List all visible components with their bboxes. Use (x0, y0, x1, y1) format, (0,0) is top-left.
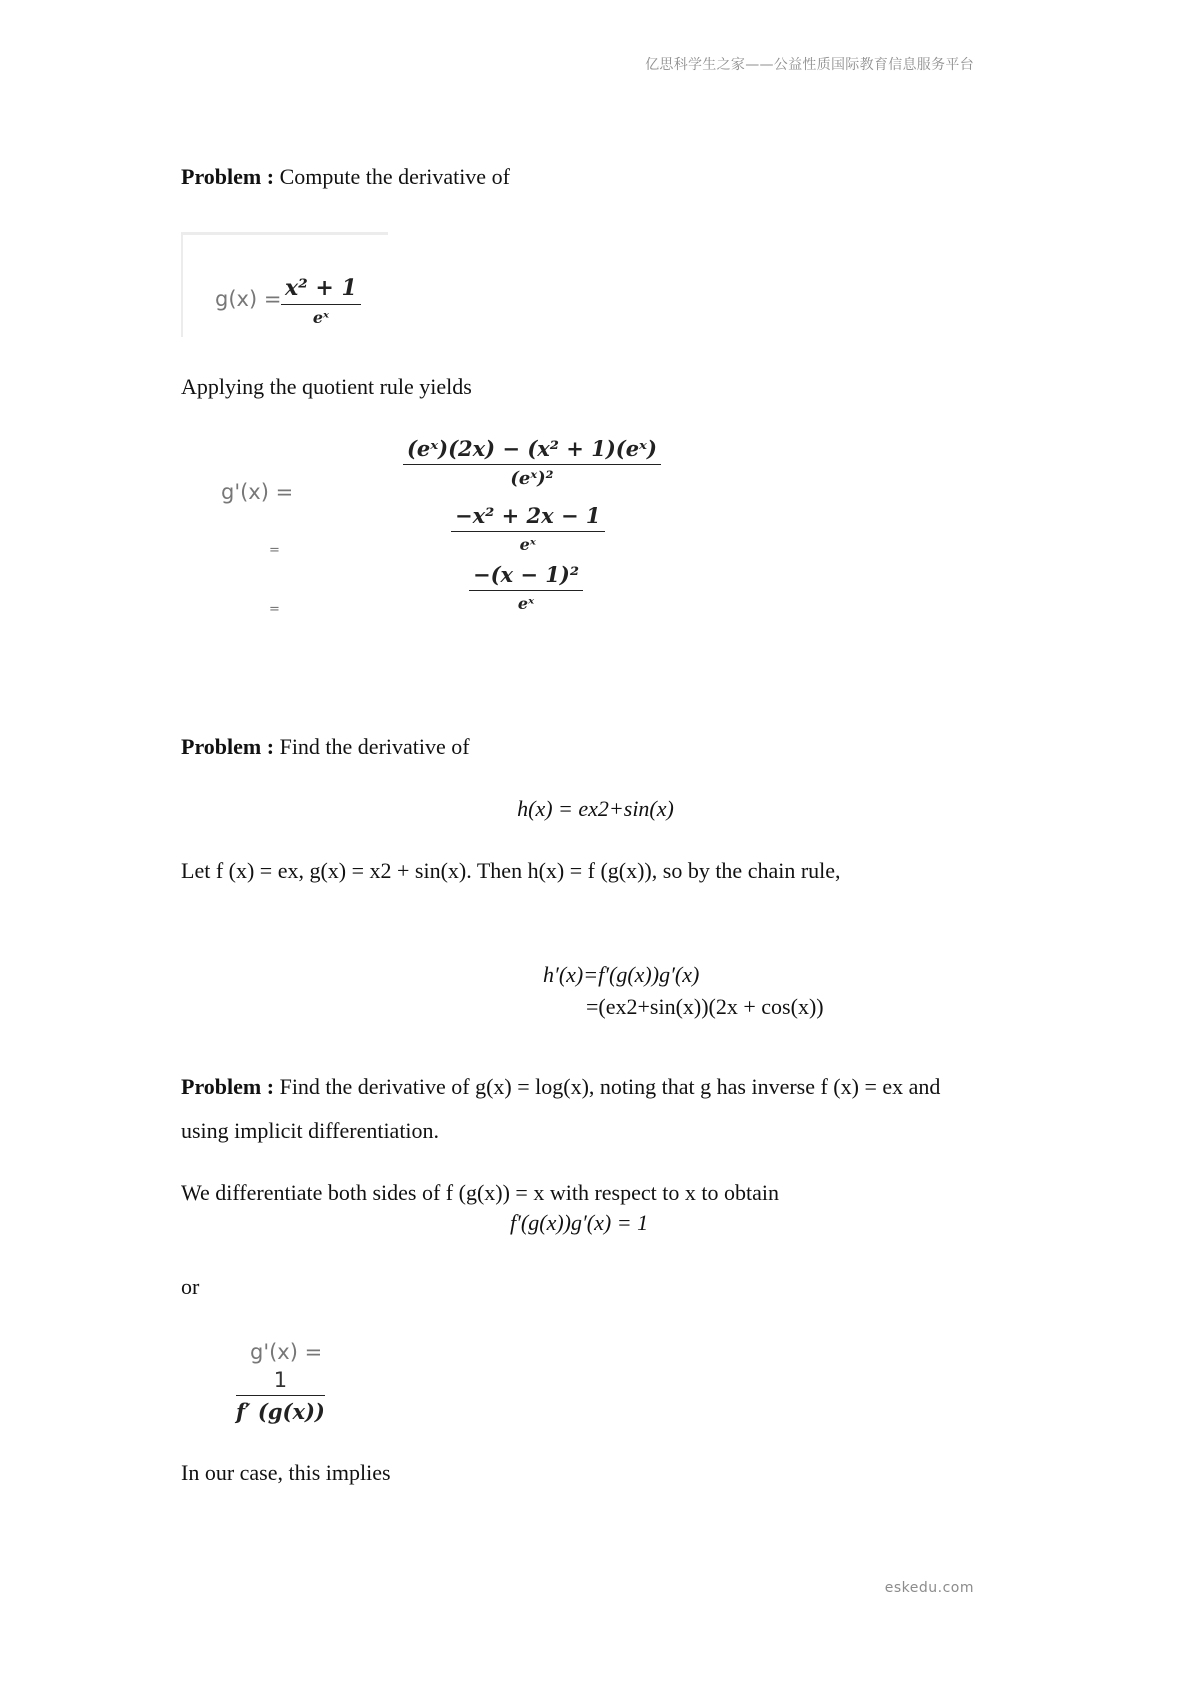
function-image (181, 232, 388, 337)
deriv-lhs: g'(x) = (221, 480, 294, 504)
problem3-text-line2: using implicit differentiation. (181, 1118, 440, 1143)
frac-numerator: 1 (236, 1368, 325, 1396)
let-line: Let f (x) = ex, g(x) = x2 + sin(x). Then h(x) = f (g(x)), so by the chain rule, (181, 858, 841, 883)
footer-domain: eskedu.com (884, 1580, 974, 1596)
in-our-case-text: In our case, this implies (181, 1460, 391, 1485)
problem-label: Problem : (181, 1074, 275, 1099)
header-site-title: 亿思科学生之家——公益性质国际教育信息服务平台 (645, 57, 974, 73)
problem-label: Problem : (181, 164, 275, 189)
step2-fraction (451, 503, 605, 554)
h-definition: h(x) = ex2+sin(x) (517, 796, 674, 821)
step3-numerator: −(x − 1)² (469, 562, 583, 591)
func-fraction (281, 275, 361, 327)
quotient-rule-image (181, 430, 681, 630)
differentiate-line: We differentiate both sides of f (g(x)) = x with respect to x to obtain (181, 1180, 779, 1205)
problem3-text-line1: Find the derivative of g(x) = log(x), noting that g has inverse f (x) = ex and (274, 1074, 941, 1099)
applying-text: Applying the quotient rule yields (181, 374, 472, 399)
step1-denominator: (eˣ)² (510, 468, 554, 489)
step1-fraction (403, 436, 661, 489)
problem2-text: Find the derivative of (274, 734, 470, 759)
step3-denominator: eˣ (517, 594, 535, 613)
equals-sign-1: = (269, 543, 280, 558)
problem3-statement (181, 1074, 940, 1100)
step1-numerator: (eˣ)(2x) − (x² + 1)(eˣ) (403, 436, 661, 465)
chain-rule-line2: =(ex2+sin(x))(2x + cos(x)) (586, 994, 824, 1019)
step2-numerator: −x² + 2x − 1 (451, 503, 605, 532)
equals-sign-2: = (269, 602, 280, 617)
step2-denominator: eˣ (519, 535, 536, 554)
func-denominator: eˣ (312, 308, 329, 327)
inverse-derivative-image (236, 1340, 366, 1440)
implicit-result: f′(g(x))g′(x) = 1 (510, 1210, 649, 1235)
frac-denominator: f′ (g(x)) (236, 1399, 325, 1424)
problem1-statement (181, 164, 510, 190)
func-lhs: g(x) = (215, 287, 282, 311)
frac-lhs: g'(x) = (250, 1340, 323, 1364)
problem2-statement (181, 734, 470, 760)
inverse-fraction (236, 1368, 325, 1424)
problem-label: Problem : (181, 734, 275, 759)
step3-fraction (469, 562, 583, 613)
problem1-text: Compute the derivative of (274, 164, 510, 189)
chain-rule-line1: h′(x)=f′(g(x))g′(x) (543, 962, 700, 987)
or-text: or (181, 1274, 200, 1299)
func-numerator: x² + 1 (281, 275, 361, 305)
